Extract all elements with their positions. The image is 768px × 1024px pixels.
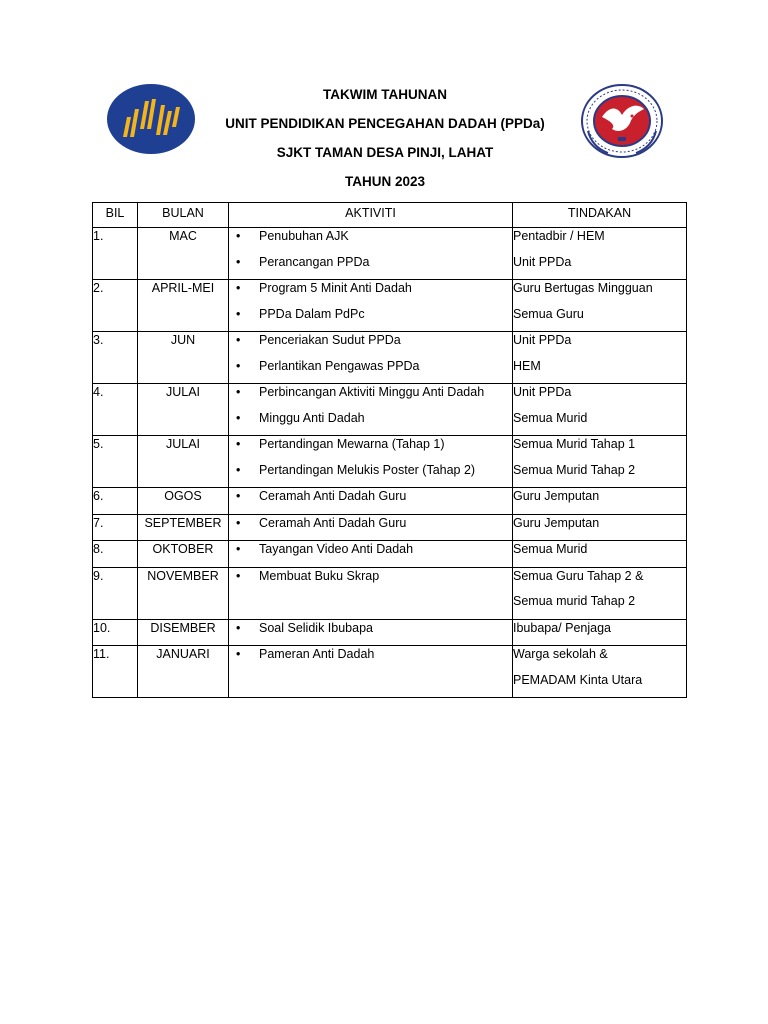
activity-item: • Perlantikan Pengawas PPDa (229, 358, 512, 384)
table-row (93, 619, 687, 646)
table-row (93, 280, 687, 332)
header-bulan: BULAN (138, 203, 229, 228)
action-item: Guru Jemputan (513, 515, 600, 530)
activity-item: • Pameran Anti Dadah (229, 646, 512, 672)
action-item: Semua Murid Tahap 1 (513, 437, 636, 451)
row-tindakan (513, 646, 687, 698)
row-bulan: NOVEMBER (138, 567, 229, 619)
table-row (93, 567, 687, 619)
row-bil: 4. (93, 384, 138, 436)
table-row (93, 384, 687, 436)
row-bil: 2. (93, 280, 138, 332)
takwim-table (92, 202, 687, 698)
header-tindakan: TINDAKAN (513, 203, 687, 228)
table-row (93, 514, 687, 541)
row-aktiviti (229, 646, 513, 698)
activity-item: • Perancangan PPDa (229, 254, 512, 280)
title-line-4: TAHUN 2023 (344, 174, 426, 189)
row-tindakan (513, 619, 687, 646)
row-bulan: JULAI (138, 436, 229, 488)
activity-item: • Penubuhan AJK (229, 228, 512, 254)
action-item: Warga sekolah & (513, 647, 608, 661)
row-aktiviti (229, 619, 513, 646)
action-item: Semua Murid (513, 410, 588, 425)
action-item: Semua Guru Tahap 2 & (513, 568, 644, 583)
activity-item: • Program 5 Minit Anti Dadah (229, 280, 512, 306)
activity-item: • PPDa Dalam PdPc (229, 306, 512, 332)
row-aktiviti (229, 384, 513, 436)
row-bulan: MAC (138, 228, 229, 280)
row-aktiviti (229, 228, 513, 280)
row-tindakan (513, 567, 687, 619)
row-bil: 10. (93, 619, 138, 646)
ministry-logo-icon (106, 83, 196, 155)
row-bulan: SEPTEMBER (138, 514, 229, 541)
action-item: HEM (513, 358, 541, 373)
activity-item: • Pertandingan Mewarna (Tahap 1) (229, 436, 512, 462)
action-item: Semua Guru (513, 306, 584, 321)
row-tindakan (513, 436, 687, 488)
row-tindakan (513, 332, 687, 384)
row-bulan: JUN (138, 332, 229, 384)
title-line-3: SJKT TAMAN DESA PINJI, LAHAT (276, 145, 494, 160)
row-tindakan (513, 384, 687, 436)
activity-item: • Ceramah Anti Dadah Guru (229, 488, 512, 514)
row-tindakan (513, 514, 687, 541)
title-line-1: TAKWIM TAHUNAN (323, 87, 447, 102)
row-tindakan (513, 488, 687, 515)
action-item: Unit PPDa (513, 333, 572, 347)
action-item: Ibubapa/ Penjaga (513, 620, 612, 635)
row-aktiviti (229, 567, 513, 619)
row-bulan: JANUARI (138, 646, 229, 698)
activity-item: • Minggu Anti Dadah (229, 410, 512, 436)
row-aktiviti (229, 280, 513, 332)
row-bulan: APRIL-MEI (138, 280, 229, 332)
action-item: PEMADAM Kinta Utara (513, 672, 643, 687)
row-bil: 8. (93, 541, 138, 568)
row-bulan: OGOS (138, 488, 229, 515)
row-aktiviti (229, 514, 513, 541)
table-row (93, 332, 687, 384)
action-item: Semua Murid Tahap 2 (513, 462, 636, 477)
action-item: Unit PPDa (513, 385, 572, 399)
action-item: Guru Jemputan (513, 489, 600, 503)
table-row (93, 228, 687, 280)
row-tindakan (513, 228, 687, 280)
table-row (93, 436, 687, 488)
row-aktiviti (229, 436, 513, 488)
row-aktiviti (229, 541, 513, 568)
row-bil: 1. (93, 228, 138, 280)
row-aktiviti (229, 332, 513, 384)
activity-item: • Soal Selidik Ibubapa (229, 620, 512, 646)
activity-item: • Pertandingan Melukis Poster (Tahap 2) (229, 462, 512, 488)
row-aktiviti (229, 488, 513, 515)
action-item: Pentadbir / HEM (513, 229, 605, 243)
header-aktiviti: AKTIVITI (229, 203, 513, 228)
antidadah-badge-icon (580, 83, 664, 159)
activity-item: • Penceriakan Sudut PPDa (229, 332, 512, 358)
title-line-2: UNIT PENDIDIKAN PENCEGAHAN DADAH (PPDa) (225, 116, 545, 131)
action-item: Semua Murid (513, 542, 588, 556)
row-tindakan (513, 541, 687, 568)
table-row (93, 488, 687, 515)
row-bulan: JULAI (138, 384, 229, 436)
activity-item: • Tayangan Video Anti Dadah (229, 541, 512, 567)
table-header-row (93, 203, 687, 228)
row-bil: 11. (93, 646, 138, 698)
table-row (93, 541, 687, 568)
row-bil: 9. (93, 567, 138, 619)
row-bulan: OKTOBER (138, 541, 229, 568)
activity-item: • Ceramah Anti Dadah Guru (229, 515, 512, 541)
document-header (200, 85, 570, 201)
action-item: Guru Bertugas Mingguan (513, 281, 653, 295)
action-item: Semua murid Tahap 2 (513, 594, 636, 608)
activity-item: • Perbincangan Aktiviti Minggu Anti Dadah (229, 384, 512, 410)
row-bil: 5. (93, 436, 138, 488)
action-item: Unit PPDa (513, 254, 572, 269)
row-bil: 7. (93, 514, 138, 541)
row-tindakan (513, 280, 687, 332)
table-row (93, 646, 687, 698)
row-bil: 6. (93, 488, 138, 515)
row-bulan: DISEMBER (138, 619, 229, 646)
activity-item: • Membuat Buku Skrap (229, 568, 512, 594)
header-bil: BIL (93, 203, 138, 228)
row-bil: 3. (93, 332, 138, 384)
